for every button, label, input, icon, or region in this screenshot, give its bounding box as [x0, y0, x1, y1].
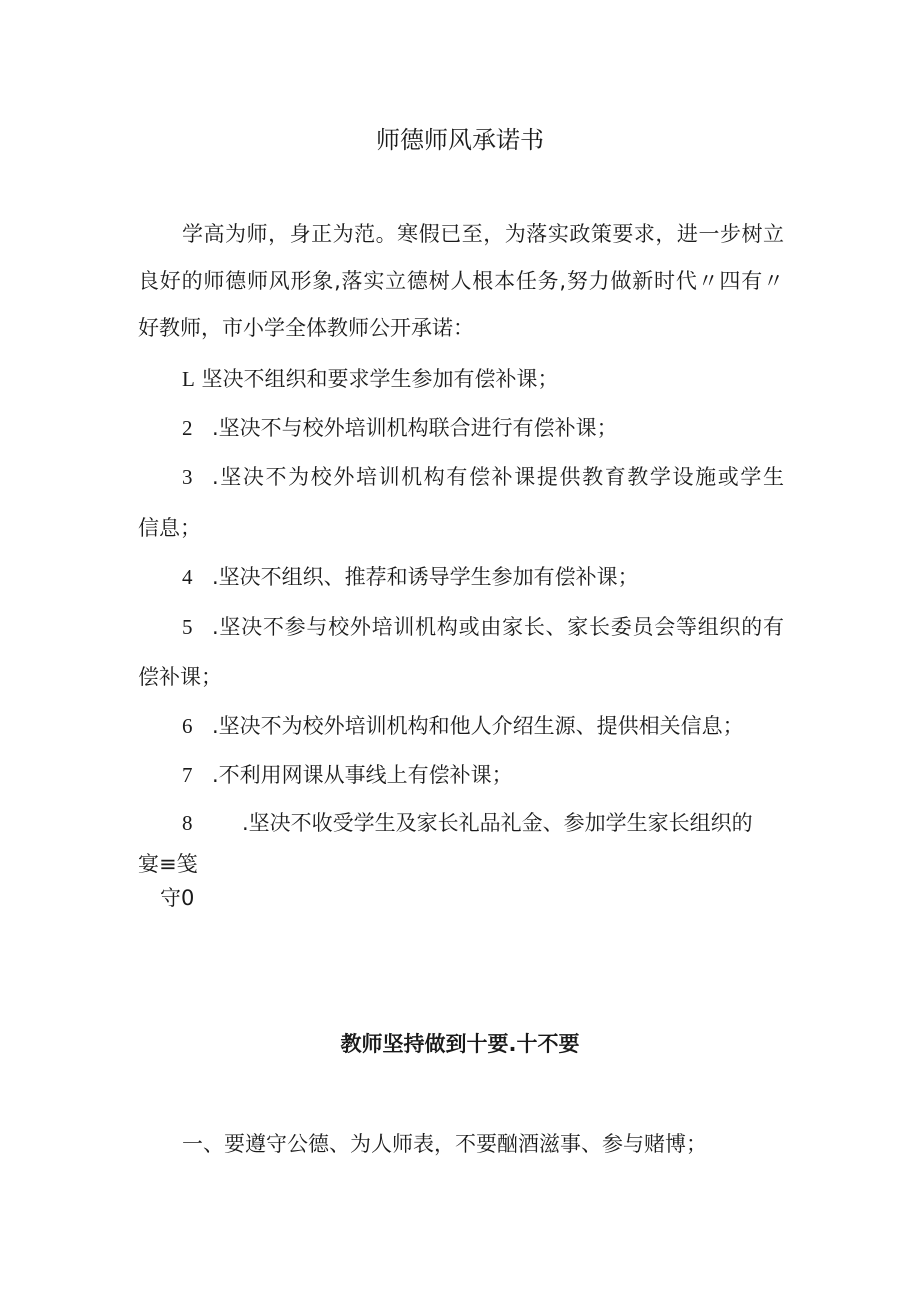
item-text: .坚决不收受学生及家长礼品礼金、参加学生家长组织的: [242, 811, 753, 835]
intro-line-2: 良好的师德师风形象,落实立德树人根本任务,努力做新时代〃四有〃: [138, 269, 784, 293]
intro-line-1: 学高为师，身正为范。寒假已至，为落实政策要求，进一步树立: [182, 222, 784, 246]
promise-item-5-continuation: 偿补课；: [138, 665, 222, 689]
item-text: .坚决不与校外培训机构联合进行有偿补课；: [212, 416, 618, 440]
promise-item-3: [182, 462, 784, 492]
promise-item-4: [182, 562, 639, 592]
promise-item-5: [182, 612, 784, 642]
promise-item-1: [182, 364, 559, 394]
section-title: 教师坚持做到十要.十不要: [340, 1032, 580, 1056]
item-number: 3: [182, 465, 193, 489]
item-text: .坚决不为校外培训机构和他人介绍生源、提供相关信息；: [212, 714, 744, 738]
promise-item-2: [182, 413, 618, 443]
item-number: 8: [182, 811, 193, 835]
promise-item-3-continuation: 信息；: [138, 516, 201, 540]
item-number: L: [182, 367, 195, 391]
promise-item-8-continuation: 宴≡笺: [138, 852, 198, 876]
item-text: .坚决不参与校外培训机构或由家长、家长委员会等组织的有: [212, 615, 784, 639]
promise-item-8-tail: 守0: [160, 886, 195, 910]
item-number: 7: [182, 763, 193, 787]
section-item-1: 一、要遵守公德、为人师表，不要酗酒滋事、参与赌博；: [182, 1132, 707, 1156]
promise-item-7: [182, 760, 513, 790]
promise-item-8: [182, 808, 753, 838]
item-number: 5: [182, 615, 193, 639]
item-number: 2: [182, 416, 193, 440]
item-number: 4: [182, 565, 193, 589]
intro-line-3: 好教师，市小学全体教师公开承诺：: [138, 316, 474, 340]
item-number: 6: [182, 714, 193, 738]
item-text: .坚决不组织、推荐和诱导学生参加有偿补课；: [212, 565, 639, 589]
item-text: .坚决不为校外培训机构有偿补课提供教育教学设施或学生: [212, 465, 784, 489]
item-text: 坚决不组织和要求学生参加有偿补课；: [201, 367, 559, 391]
item-text: .不利用网课从事线上有偿补课；: [212, 763, 513, 787]
document-title: 师德师风承诺书: [376, 126, 544, 154]
promise-item-6: [182, 711, 744, 741]
